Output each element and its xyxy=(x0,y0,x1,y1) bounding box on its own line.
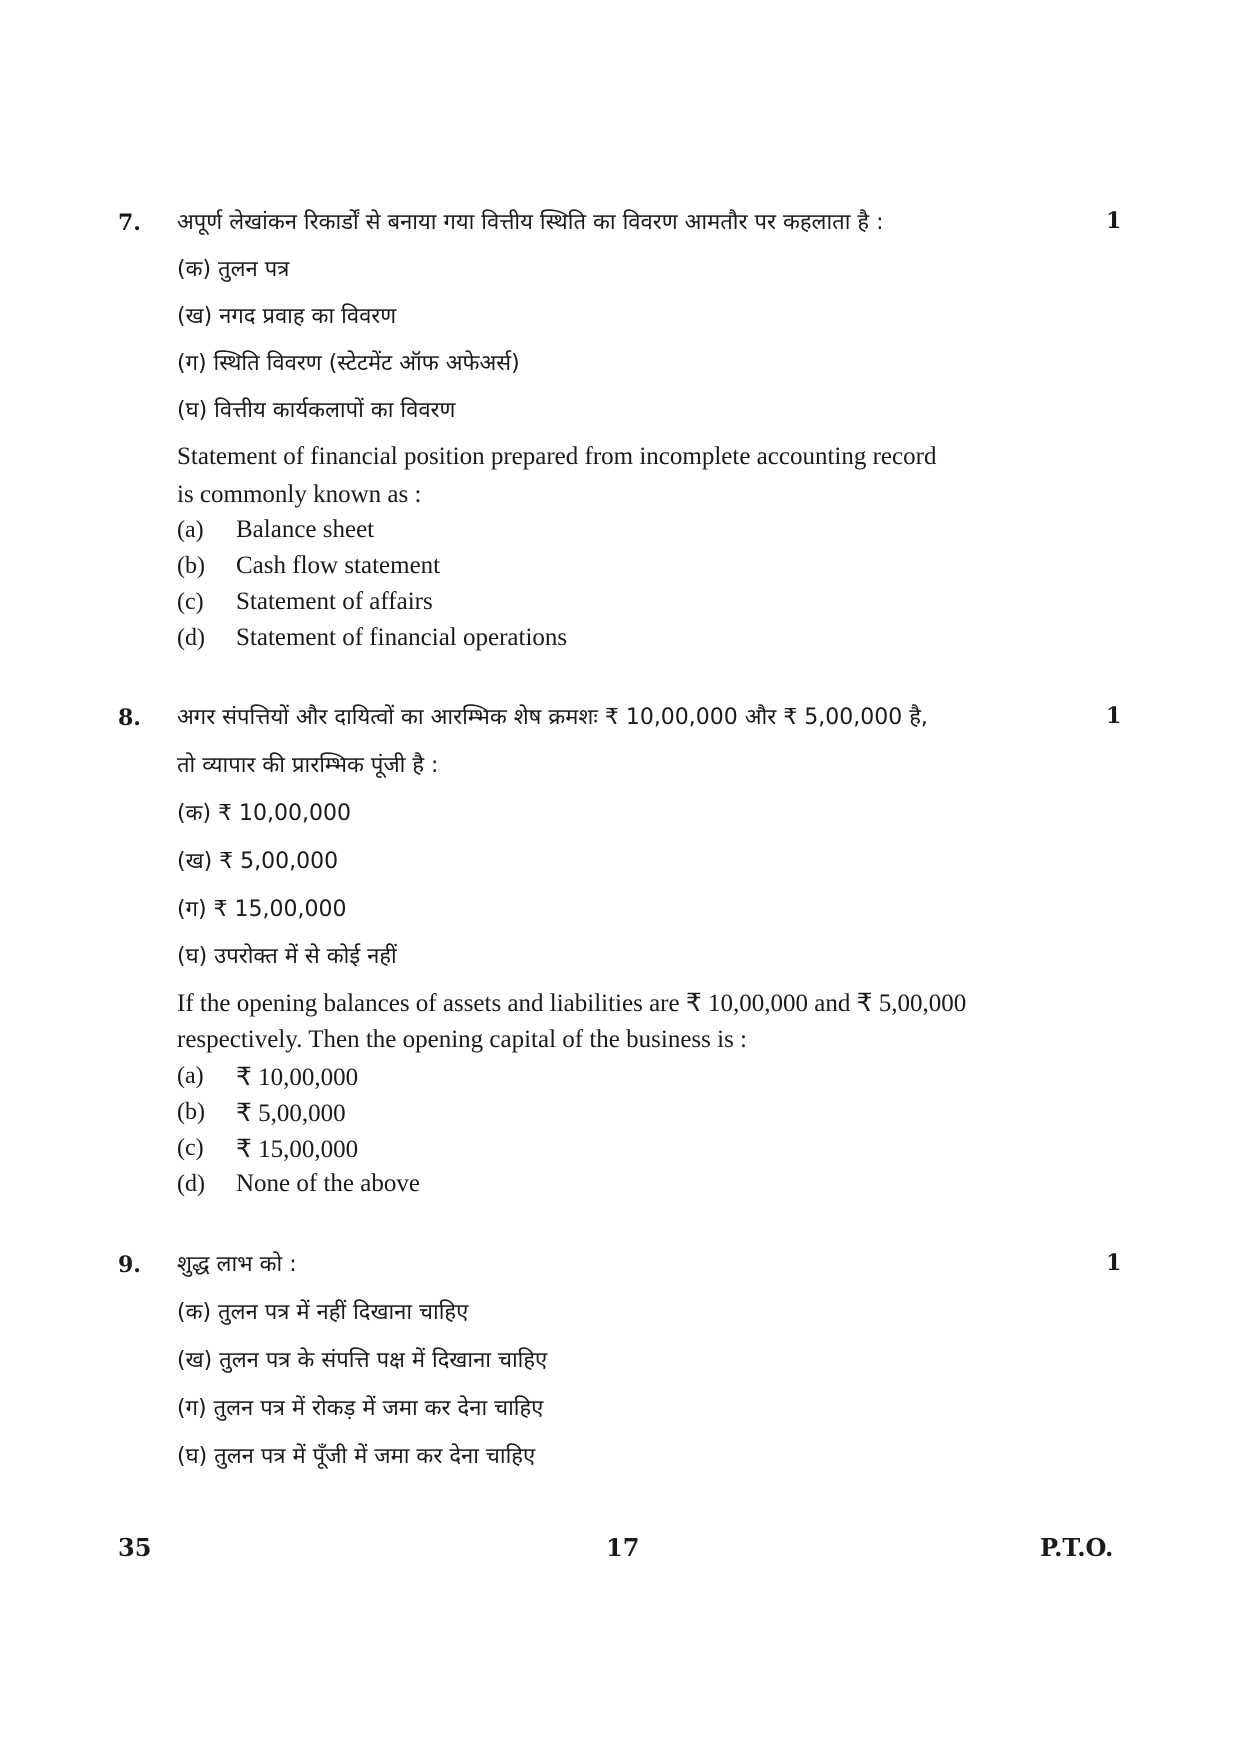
question-7-hindi-option-a: (क) तुलन पत्र xyxy=(177,257,290,282)
question-8-option-d-text: None of the above xyxy=(236,1170,420,1197)
question-7-option-b-text: Cash flow statement xyxy=(236,552,441,579)
question-9-hindi-option-c: (ग) तुलन पत्र में रोकड़ में जमा कर देना चाहिए xyxy=(177,1396,544,1421)
question-7-hindi: अपूर्ण लेखांकन रिकार्डों से बनाया गया वित्तीय स्थिति का विवरण आमतौर पर कहलाता है : xyxy=(177,210,884,235)
question-7-english-line-1: Statement of financial position prepared from incomplete accounting record xyxy=(177,443,937,470)
question-9-number: 9. xyxy=(118,1252,141,1278)
question-9-hindi: शुद्ध लाभ को : xyxy=(177,1252,297,1277)
question-9-hindi-option-b: (ख) तुलन पत्र के संपत्ति पक्ष में दिखाना चाहिए xyxy=(177,1348,548,1373)
question-8-marks: 1 xyxy=(1106,703,1122,729)
footer-code: 35 xyxy=(118,1533,152,1562)
question-8-english-line-2: respectively. Then the opening capital of the business is : xyxy=(177,1026,747,1053)
question-8-option-d-label: (d) xyxy=(177,1171,205,1197)
question-7-english-line-2: is commonly known as : xyxy=(177,481,422,508)
question-8-option-c-label: (c) xyxy=(177,1135,204,1161)
question-7-marks: 1 xyxy=(1106,208,1122,234)
question-8-option-a-label: (a) xyxy=(177,1063,204,1089)
question-8-option-a-text: ₹ 10,00,000 xyxy=(236,1064,359,1091)
question-8-option-b-text: ₹ 5,00,000 xyxy=(236,1100,346,1127)
question-8-hindi-option-d: (घ) उपरोक्त में से कोई नहीं xyxy=(177,944,397,969)
question-7-option-a-text: Balance sheet xyxy=(236,516,375,543)
question-7-hindi-option-b: (ख) नगद प्रवाह का विवरण xyxy=(177,304,397,329)
question-8-hindi-option-b: (ख) ₹ 5,00,000 xyxy=(177,849,339,874)
question-7-hindi-option-c: (ग) स्थिति विवरण (स्टेटमेंट ऑफ अफेअर्स) xyxy=(177,351,520,376)
question-7-option-a-label: (a) xyxy=(177,517,204,543)
question-8-number: 8. xyxy=(118,705,141,731)
question-8-option-c-text: ₹ 15,00,000 xyxy=(236,1136,359,1163)
question-8-hindi-option-c: (ग) ₹ 15,00,000 xyxy=(177,897,347,922)
question-8-hindi-line-1: अगर संपत्तियों और दायित्वों का आरम्भिक शेष क्रमशः ₹ 10,00,000 और ₹ 5,00,000 है, xyxy=(177,705,928,730)
question-8-english-line-1: If the opening balances of assets and liabilities are ₹ 10,00,000 and ₹ 5,00,000 xyxy=(177,990,967,1017)
question-8-hindi-option-a: (क) ₹ 10,00,000 xyxy=(177,801,352,826)
question-7-hindi-option-d: (घ) वित्तीय कार्यकलापों का विवरण xyxy=(177,398,456,423)
question-7-number: 7. xyxy=(118,210,141,236)
question-7-option-c-label: (c) xyxy=(177,589,204,615)
footer-pto: P.T.O. xyxy=(1040,1533,1114,1562)
question-7-option-d-label: (d) xyxy=(177,625,205,651)
question-7-option-b-label: (b) xyxy=(177,553,205,579)
question-7-option-c-text: Statement of affairs xyxy=(236,588,433,615)
question-9-marks: 1 xyxy=(1106,1250,1122,1276)
question-9-hindi-option-a: (क) तुलन पत्र में नहीं दिखाना चाहिए xyxy=(177,1300,469,1325)
question-7-option-d-text: Statement of financial operations xyxy=(236,624,568,651)
question-8-hindi-line-2: तो व्यापार की प्रारम्भिक पूंजी है : xyxy=(177,753,439,778)
footer-page-number: 17 xyxy=(606,1533,640,1562)
question-9-hindi-option-d: (घ) तुलन पत्र में पूँजी में जमा कर देना चाहिए xyxy=(177,1444,536,1469)
question-8-option-b-label: (b) xyxy=(177,1099,205,1125)
